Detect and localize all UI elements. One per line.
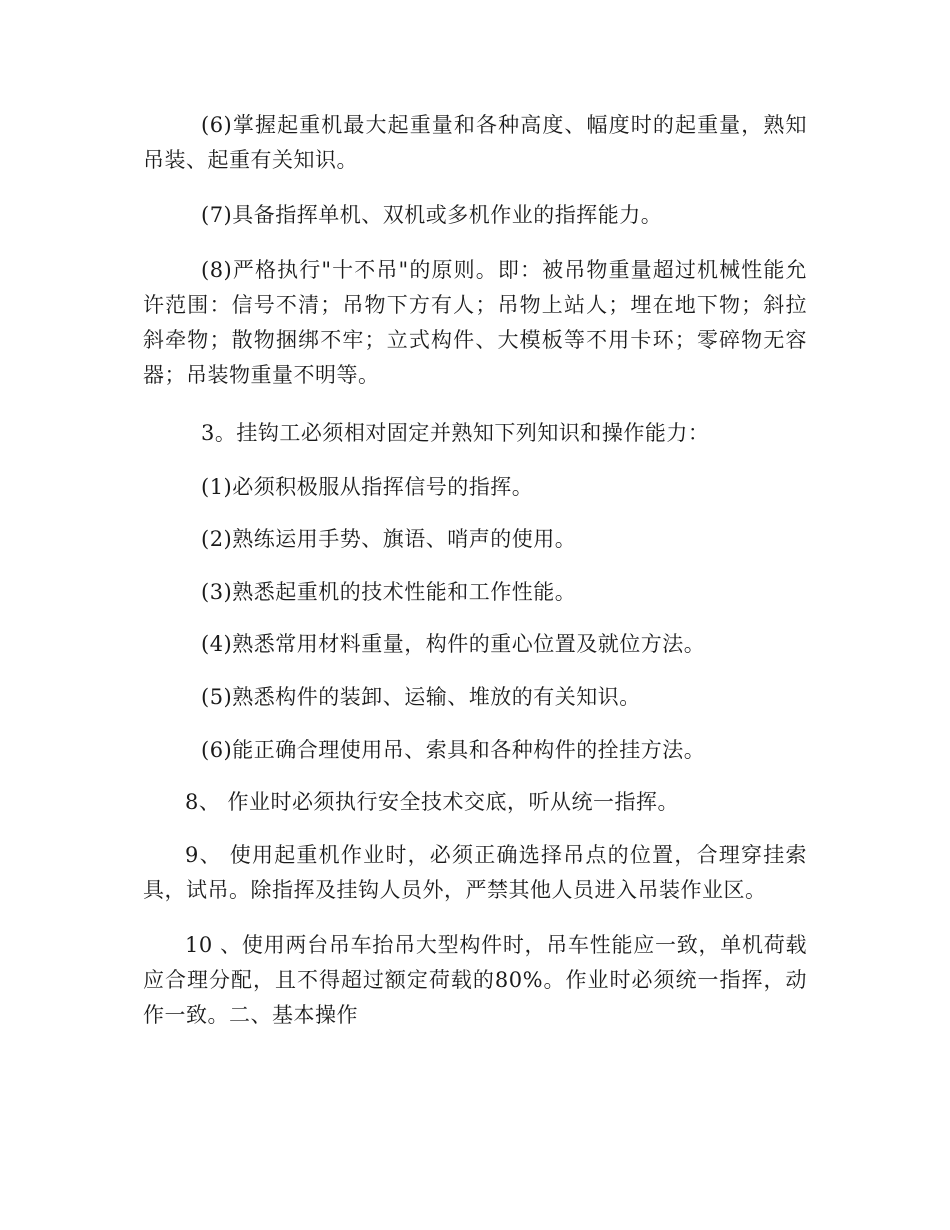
list-item-6-rigging-methods: (6)能正确合理使用吊、索具和各种构件的拴挂方法。 <box>201 738 706 762</box>
paragraph-10-dual-crane-lifting: 10 、使用两台吊车抬吊大型构件时，吊车性能应一致，单机荷载应合理分配，且不得超过额定荷载的80%。作业时必须统一指挥，动作一致。二、基本操作 <box>143 933 807 1027</box>
paragraph-8-ten-no-lift-rules: (8)严格执行"十不吊"的原则。即：被吊物重量超过机械性能允许范围：信号不清；吊物下方有人；吊物上站人；埋在地下物；斜拉斜牵物；散物捆绑不牢；立式构件、大模板等不用卡环；零碎物无容器；吊装物重量不明等。 <box>143 258 807 387</box>
paragraph-8-safety-briefing: 8、 作业时必须执行安全技术交底，听从统一指挥。 <box>185 790 680 814</box>
list-item-2-gestures-flags: (2)熟练运用手势、旗语、哨声的使用。 <box>201 527 577 551</box>
list-item-3-crane-performance: (3)熟悉起重机的技术性能和工作性能。 <box>201 580 577 604</box>
paragraph-6-load-capacity: (6)掌握起重机最大起重量和各种高度、幅度时的起重量，熟知吊装、起重有关知识。 <box>143 113 807 172</box>
paragraph-7-command-ability: (7)具备指挥单机、双机或多机作业的指挥能力。 <box>201 203 663 227</box>
list-item-1-obey-signals: (1)必须积极服从指挥信号的指挥。 <box>201 475 534 499</box>
list-item-5-handling-knowledge: (5)熟悉构件的装卸、运输、堆放的有关知识。 <box>201 685 641 709</box>
paragraph-9-lifting-points: 9、 使用起重机作业时，必须正确选择吊点的位置，合理穿挂索具，试吊。除指挥及挂钩人员外，严禁其他人员进入吊装作业区。 <box>143 843 807 902</box>
list-item-4-material-weight: (4)熟悉常用材料重量，构件的重心位置及就位方法。 <box>201 632 706 656</box>
paragraph-3-hook-worker-heading: 3。挂钩工必须相对固定并熟知下列知识和操作能力： <box>201 421 710 445</box>
